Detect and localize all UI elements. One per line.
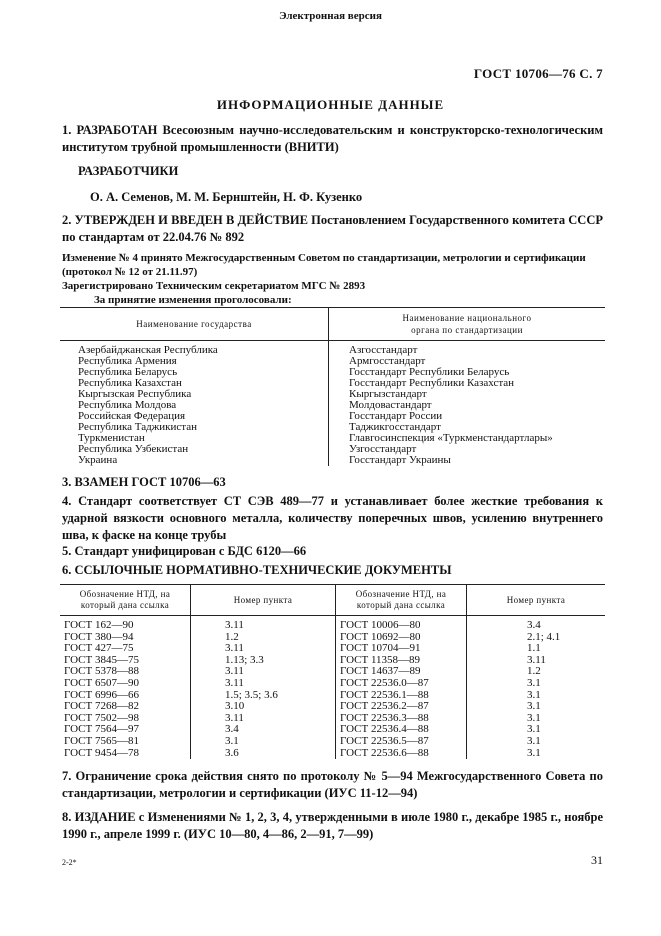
developers-heading: РАЗРАБОТЧИКИ bbox=[78, 164, 179, 178]
state-name: Азербайджанская Республика bbox=[78, 344, 218, 356]
states-table-header bbox=[60, 308, 605, 341]
standards-body: Армгосстандарт bbox=[329, 356, 606, 367]
table-row bbox=[60, 736, 605, 748]
section-5: 5. Стандарт унифицирован с БДС 6120—66 bbox=[62, 544, 307, 558]
table-row bbox=[60, 616, 605, 632]
table-row bbox=[60, 678, 605, 690]
ref-clause: 3.1 bbox=[467, 701, 606, 713]
ref-clause: 1.5; 3.5; 3.6 bbox=[191, 690, 336, 702]
footer-mark: 2-2* bbox=[62, 858, 77, 867]
standards-body: Главгосинспекция «Туркменстандартлары» bbox=[329, 433, 606, 444]
ref-clause: 3.6 bbox=[191, 748, 336, 760]
ref-doc: ГОСТ 7502—98 bbox=[64, 711, 139, 724]
references-table-header bbox=[60, 585, 605, 616]
state-name: Республика Армения bbox=[78, 355, 177, 367]
section-7: 7. Ограничение срока действия снято по протоколу № 5—94 Межгосударственного Совета по стандартизации, метрологии и сертификации (ИУС 11-12—94) bbox=[62, 769, 603, 800]
section-2: 2. УТВЕРЖДЕН И ВВЕДЕН В ДЕЙСТВИЕ Постановлением Государственного комитета СССР по стандартам от 22.04.76 № 892 bbox=[62, 213, 603, 244]
developers-list: О. А. Семенов, М. М. Бернштейн, Н. Ф. Кузенко bbox=[90, 190, 363, 204]
ref-doc: ГОСТ 7565—81 bbox=[64, 734, 139, 747]
ref-doc: ГОСТ 5378—88 bbox=[64, 665, 139, 678]
ref-clause: 3.1 bbox=[191, 736, 336, 748]
page-title: ИНФОРМАЦИОННЫЕ ДАННЫЕ bbox=[216, 97, 445, 112]
standards-body: Кыргызстандарт bbox=[329, 389, 606, 400]
table-row bbox=[60, 690, 605, 702]
page-header: Электронная версия bbox=[279, 10, 382, 22]
standards-body: Узгосстандарт bbox=[329, 444, 606, 455]
standards-body: Госстандарт Республики Казахстан bbox=[329, 378, 606, 389]
ref-clause: 1.2 bbox=[467, 666, 606, 678]
table-row bbox=[60, 713, 605, 725]
ref-clause: 3.11 bbox=[191, 713, 336, 725]
standards-body: Госстандарт Республики Беларусь bbox=[329, 367, 606, 378]
table-row bbox=[60, 444, 605, 455]
state-name: Украина bbox=[78, 454, 118, 466]
standards-body: Госстандарт России bbox=[329, 411, 606, 422]
ref-clause: 3.11 bbox=[467, 655, 606, 667]
ref-doc: ГОСТ 9454—78 bbox=[64, 746, 139, 759]
section-4: 4. Стандарт соответствует СТ СЭВ 489—77 и устанавливает более жесткие требования к ударной вязкости основного металла, количеству поперечных швов, усилению внутреннего шва, к фаске на конце трубы bbox=[62, 494, 603, 542]
ref-doc: ГОСТ 22536.5—87 bbox=[336, 736, 467, 748]
table-row bbox=[60, 655, 605, 667]
ref-clause: 1.1 bbox=[467, 643, 606, 655]
references-table bbox=[60, 584, 605, 759]
state-name: Кыргызская Республика bbox=[78, 388, 192, 400]
gost-reference: ГОСТ 10706—76 С. 7 bbox=[473, 66, 603, 81]
ref-clause: 3.1 bbox=[467, 713, 606, 725]
section-3: 3. ВЗАМЕН ГОСТ 10706—63 bbox=[62, 475, 226, 489]
table-row bbox=[60, 748, 605, 760]
voted-note: За принятие изменения проголосовали: bbox=[94, 294, 292, 306]
ref-doc: ГОСТ 22536.2—87 bbox=[336, 701, 467, 713]
ref-doc: ГОСТ 10006—80 bbox=[336, 616, 467, 632]
ref-doc: ГОСТ 380—94 bbox=[64, 630, 134, 643]
table-row bbox=[60, 666, 605, 678]
states-table bbox=[60, 307, 605, 466]
ref-doc: ГОСТ 22536.6—88 bbox=[336, 748, 467, 760]
standards-body: Таджикгосстандарт bbox=[329, 422, 606, 433]
ref-doc: ГОСТ 3845—75 bbox=[64, 653, 139, 666]
standards-body: Молдовастандарт bbox=[329, 400, 606, 411]
ref-doc: ГОСТ 22536.1—88 bbox=[336, 690, 467, 702]
table-row bbox=[60, 341, 605, 357]
ref-clause: 2.1; 4.1 bbox=[467, 632, 606, 644]
table-row bbox=[60, 724, 605, 736]
ref-doc: ГОСТ 22536.0—87 bbox=[336, 678, 467, 690]
ref-doc-header-left: Обозначение НТД, на который дана ссылка bbox=[60, 585, 191, 616]
ref-clause: 3.11 bbox=[191, 666, 336, 678]
states-col-header: Наименование государства bbox=[60, 308, 329, 341]
section-8: 8. ИЗДАНИЕ с Изменениями № 1, 2, 3, 4, утвержденными в июле 1980 г., декабре 1985 г., ноябре 1990 г., апреле 1999 г. (ИУС 10—80, 4—86, 2—91, 7—99) bbox=[62, 810, 603, 841]
change-4-note: Изменение № 4 принято Межгосударственным Советом по стандартизации, метрологии и сертификации (протокол № 12 от 21.11.97) bbox=[62, 252, 586, 278]
ref-doc: ГОСТ 11358—89 bbox=[336, 655, 467, 667]
ref-clause: 3.4 bbox=[191, 724, 336, 736]
ref-clause: 1.13; 3.3 bbox=[191, 655, 336, 667]
ref-doc: ГОСТ 14637—89 bbox=[336, 666, 467, 678]
ref-clause: 3.10 bbox=[191, 701, 336, 713]
page-number: 31 bbox=[591, 853, 603, 867]
organ-col-header: Наименование национального органа по стандартизации bbox=[329, 308, 606, 341]
ref-clause: 3.1 bbox=[467, 736, 606, 748]
state-name: Республика Таджикистан bbox=[78, 421, 197, 433]
ref-doc: ГОСТ 10692—80 bbox=[336, 632, 467, 644]
ref-doc: ГОСТ 162—90 bbox=[64, 619, 134, 631]
ref-doc: ГОСТ 6507—90 bbox=[64, 676, 139, 689]
ref-clause: 3.11 bbox=[191, 678, 336, 690]
ref-doc: ГОСТ 22536.3—88 bbox=[336, 713, 467, 725]
state-name: Республика Молдова bbox=[78, 399, 177, 411]
ref-doc: ГОСТ 10704—91 bbox=[336, 643, 467, 655]
ref-num-header-left: Номер пункта bbox=[191, 585, 336, 616]
standards-body: Азгосстандарт bbox=[329, 341, 606, 357]
ref-clause: 1.2 bbox=[191, 632, 336, 644]
ref-doc: ГОСТ 6996—66 bbox=[64, 688, 139, 701]
table-row bbox=[60, 643, 605, 655]
section-6: 6. ССЫЛОЧНЫЕ НОРМАТИВНО-ТЕХНИЧЕСКИЕ ДОКУМЕНТЫ bbox=[62, 563, 452, 577]
ref-clause: 3.1 bbox=[467, 690, 606, 702]
state-name: Республика Узбекистан bbox=[78, 443, 189, 455]
ref-doc: ГОСТ 7268—82 bbox=[64, 700, 139, 713]
standards-body: Госстандарт Украины bbox=[329, 455, 606, 466]
ref-clause: 3.4 bbox=[467, 616, 606, 632]
table-row bbox=[60, 455, 605, 466]
ref-clause: 3.11 bbox=[191, 616, 336, 632]
ref-doc: ГОСТ 22536.4—88 bbox=[336, 724, 467, 736]
section-1: 1. РАЗРАБОТАН Всесоюзным научно-исследовательским и конструкторско-технологическим институтом трубной промышленности (ВНИТИ) bbox=[62, 123, 603, 154]
ref-num-header-right: Номер пункта bbox=[467, 585, 606, 616]
state-name: Республика Беларусь bbox=[78, 366, 178, 378]
ref-clause: 3.11 bbox=[191, 643, 336, 655]
table-row bbox=[60, 632, 605, 644]
ref-doc: ГОСТ 427—75 bbox=[64, 642, 134, 655]
registration-note: Зарегистрировано Техническим секретариатом МГС № 2893 bbox=[62, 280, 366, 292]
ref-clause: 3.1 bbox=[467, 724, 606, 736]
ref-clause: 3.1 bbox=[467, 748, 606, 760]
ref-doc: ГОСТ 7564—97 bbox=[64, 723, 139, 736]
state-name: Республика Казахстан bbox=[78, 377, 182, 389]
table-row bbox=[60, 701, 605, 713]
state-name: Туркменистан bbox=[78, 432, 145, 444]
ref-doc-header-right: Обозначение НТД, на который дана ссылка bbox=[336, 585, 467, 616]
ref-clause: 3.1 bbox=[467, 678, 606, 690]
state-name: Российская Федерация bbox=[78, 410, 186, 422]
